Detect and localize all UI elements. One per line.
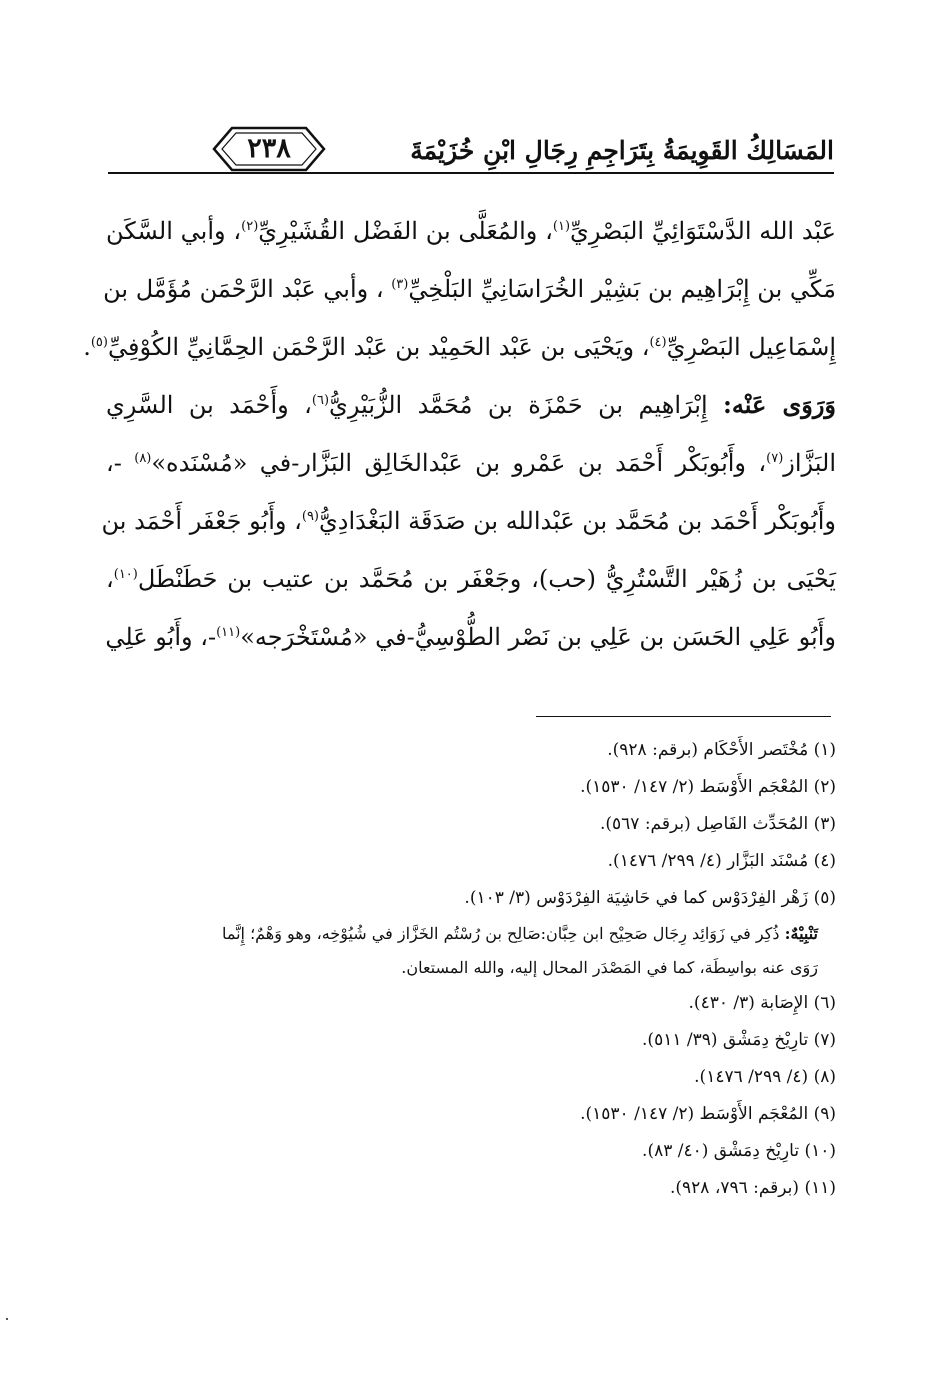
body-line: عَبْد الله الدَّسْتَوَائِيِّ البَصْرِيِّ$^{(١)}$، والمُعَلَّى بن الفَضْل القُشَيْرِيِّ$^{(٢)}$، وأبي السَّكَن	[106, 217, 837, 245]
paragraph-lead: وَرَوَى عَنْه:	[723, 390, 837, 419]
footnote-rule	[536, 716, 831, 717]
page-number-badge	[210, 124, 328, 174]
scan-speck	[6, 1318, 8, 1320]
body-line: وأَبُوبَكْر أَحْمَد بن مُحَمَّد بن عَبْدالله بن صَدَقَة البَغْدَادِيُّ$^{(٩)}$، وأَبُو جَعْفَر أَحْمَد بن	[101, 507, 836, 535]
footnote: (٥) زَهْر الفِرْدَوْس كما في حَاشِيَة الفِرْدَوْس (٣/ ١٠٣).	[464, 888, 836, 908]
page-header	[108, 124, 834, 180]
footnote: (٧) تارِيْخ دِمَشْق (٣٩/ ٥١١).	[642, 1030, 836, 1050]
footnote-note	[106, 917, 836, 985]
footnote: (٩) المُعْجَم الأَوْسَط (٢/ ١٤٧/ ١٥٣٠).	[580, 1104, 836, 1124]
body-line: وَرَوَى عَنْه: إِبْرَاهِيم بن حَمْزَة بن مُحَمَّد الزُّبَيْرِيُّ$^{(٦)}$، وأَحْمَد بن السَّرِي	[106, 390, 837, 419]
note-line: رَوَى عنه بواسِطَة، كما في المَصْدَر المحال إليه، والله المستعان.	[401, 958, 818, 977]
note-label: تَنْبِيْهٌ:	[784, 924, 818, 943]
footnote: (٦) الإِصَابة (٣/ ٤٣٠).	[688, 993, 836, 1013]
body-line: إِسْمَاعِيل البَصْرِيِّ$^{(٤)}$، ويَحْيَى بن عَبْد الحَمِيْد بن عَبْد الرَّحْمَن الحِمَّانِيِّ الكُوْفِيِّ$^{(٥)}$.	[83, 333, 836, 361]
footnote: (٤) مُسْنَد البَزَّار (٤/ ٢٩٩/ ١٤٧٦).	[607, 851, 836, 871]
footnote: (١٠) تارِيْخ دِمَشْق (٤٠/ ٨٣).	[642, 1141, 836, 1161]
note-line: تَنْبِيْهٌ: ذُكِر في زَوَائِد رِجَال صَحِيْح ابن حِبَّان:صَالِح بن رُسْتُم الخَزَّاز في شُيُوْخِه، وهو وَهْمٌ؛ إِنَّما	[221, 924, 818, 943]
footnote: (٨) (٤/ ٢٩٩/ ١٤٧٦).	[694, 1067, 836, 1087]
footnote: (١١) (برقم: ٧٩٦، ٩٢٨).	[669, 1178, 836, 1198]
footnote: (٣) المُحَدِّث الفَاصِل (برقم: ٥٦٧).	[599, 814, 836, 834]
footnote: (٢) المُعْجَم الأَوْسَط (٢/ ١٤٧/ ١٥٣٠).	[580, 777, 836, 797]
body-line: مَكِّي بن إِبْرَاهِيم بن بَشِيْر الخُرَاسَانِيِّ البَلْخِيِّ$^{(٣)}$ ، وأبي عَبْد الرَّحْمَن مُؤَمَّل بن	[103, 275, 836, 303]
footnote: (١) مُخْتَصر الأَحْكَام (برقم: ٩٢٨).	[607, 740, 836, 760]
footnotes	[106, 732, 836, 1207]
body-line: البَزَّاز$^{(٧)}$، وأَبُوبَكْر أَحْمَد بن عَمْرو بن عَبْدالخَالِق البَزَّار-في «مُسْنَده»$^{(٨)}$ -،	[106, 449, 837, 477]
body-line: وأَبُو عَلِي الحَسَن بن عَلِي بن نَصْر الطُّوْسِيُّ-في «مُسْتَخْرَجه»$^{(١١)}$-، وأَبُو عَلِي	[105, 623, 836, 651]
page-number: ٢٣٨	[247, 133, 291, 164]
body-text	[83, 202, 837, 666]
header-rule	[108, 172, 834, 174]
running-title: المَسَالِكُ القَوِيمَةُ بِتَرَاجِمِ رِجَالِ ابْنِ خُزَيْمَةَ	[410, 136, 834, 165]
body-line: يَحْيَى بن زُهَيْر التَّسْتُرِيُّ (حب)، وجَعْفَر بن مُحَمَّد بن عتيب بن حَطَنْطَل$^{(١٠)}$،	[106, 565, 836, 593]
